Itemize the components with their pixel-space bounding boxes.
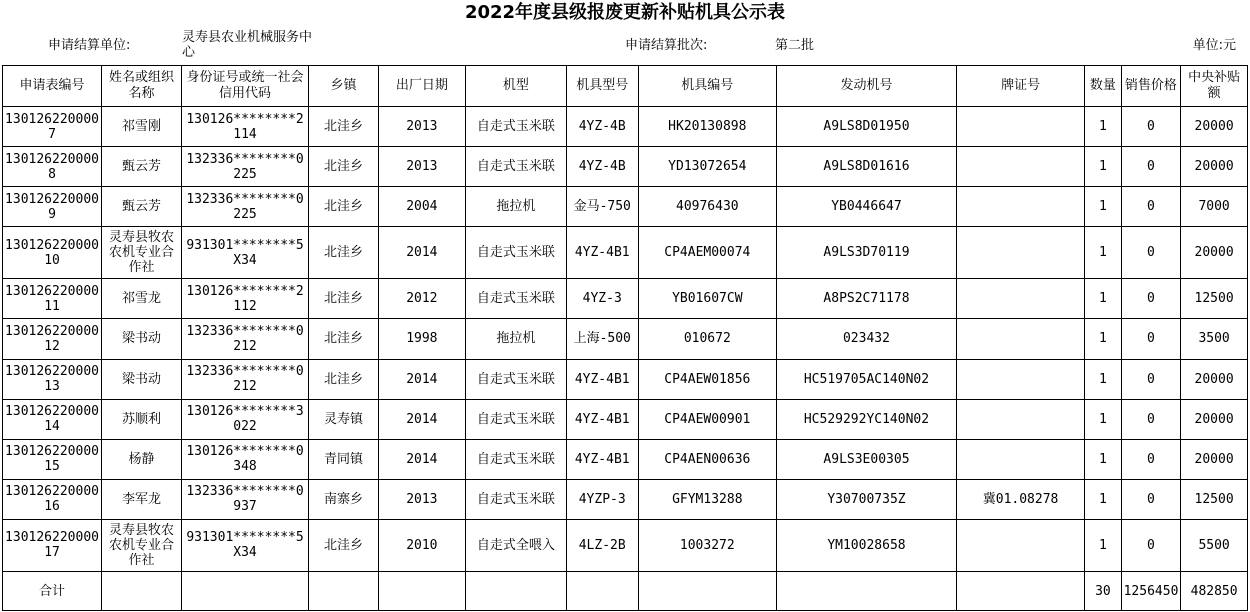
quantity: 1 (1085, 359, 1121, 399)
table-row (3, 359, 1248, 399)
table-row (3, 279, 1248, 319)
id-number: 130126********3022 (181, 399, 308, 439)
machine-model: 4YZ-4B1 (566, 439, 638, 479)
sale-price: 0 (1121, 479, 1181, 519)
plate-number (956, 359, 1084, 399)
batch-value: 第二批 (775, 38, 815, 53)
township: 北洼乡 (309, 187, 379, 227)
column-header: 申请表编号 (3, 66, 102, 107)
id-number: 130126********0348 (181, 439, 308, 479)
table-row (3, 399, 1248, 439)
engine-number: HC529292YC140N02 (777, 399, 957, 439)
machine-serial: CP4AEW01856 (638, 359, 776, 399)
manufacture-year: 2010 (378, 519, 465, 571)
subsidy-amount: 5500 (1181, 519, 1248, 571)
subsidy-amount: 20000 (1181, 399, 1248, 439)
sale-price: 0 (1121, 279, 1181, 319)
machine-serial: YD13072654 (638, 147, 776, 187)
column-header: 数量 (1085, 66, 1121, 107)
township: 北洼乡 (309, 519, 379, 571)
applicant-name: 甄云芳 (102, 187, 182, 227)
applicant-name: 灵寿县牧农农机专业合作社 (102, 227, 182, 279)
application-number: 13012622000016 (3, 479, 102, 519)
machine-model: 金马-750 (566, 187, 638, 227)
currency-unit: 单位:元 (1192, 38, 1236, 53)
column-header: 发动机号 (777, 66, 957, 107)
machine-model: 4YZ-3 (566, 279, 638, 319)
sale-price: 0 (1121, 399, 1181, 439)
quantity: 1 (1085, 519, 1121, 571)
manufacture-year: 2013 (378, 147, 465, 187)
id-number: 132336********0937 (181, 479, 308, 519)
manufacture-year: 2004 (378, 187, 465, 227)
township: 北洼乡 (309, 359, 379, 399)
manufacture-year: 2014 (378, 399, 465, 439)
subsidy-amount: 20000 (1181, 147, 1248, 187)
quantity: 1 (1085, 479, 1121, 519)
table-cell (638, 572, 776, 611)
application-number: 1301262200008 (3, 147, 102, 187)
engine-number: A9LS8D01950 (777, 107, 957, 147)
subsidy-amount: 12500 (1181, 279, 1248, 319)
machine-serial: 010672 (638, 319, 776, 359)
machine-type: 拖拉机 (465, 319, 566, 359)
page-title: 2022年度县级报废更新补贴机具公示表 (464, 2, 786, 23)
machine-serial: YB01607CW (638, 279, 776, 319)
applicant-name: 祁雪龙 (102, 279, 182, 319)
machine-model: 4YZ-4B (566, 147, 638, 187)
engine-number: A9LS3D70119 (777, 227, 957, 279)
table-cell (777, 572, 957, 611)
column-header: 机型 (465, 66, 566, 107)
plate-number: 冀01.08278 (956, 479, 1084, 519)
manufacture-year: 2013 (378, 107, 465, 147)
engine-number: HC519705AC140N02 (777, 359, 957, 399)
batch-label: 申请结算批次: (625, 38, 708, 53)
application-number: 13012622000015 (3, 439, 102, 479)
manufacture-year: 2014 (378, 439, 465, 479)
id-number: 132336********0212 (181, 319, 308, 359)
machine-type: 自走式全喂入 (465, 519, 566, 571)
table-row (3, 319, 1248, 359)
plate-number (956, 187, 1084, 227)
application-number: 13012622000014 (3, 399, 102, 439)
township: 北洼乡 (309, 147, 379, 187)
table-row (3, 147, 1248, 187)
machine-model: 4LZ-2B (566, 519, 638, 571)
plate-number (956, 439, 1084, 479)
machine-model: 4YZ-4B (566, 107, 638, 147)
table-cell (956, 572, 1084, 611)
sale-price: 0 (1121, 227, 1181, 279)
application-number: 13012622000011 (3, 279, 102, 319)
application-number: 13012622000012 (3, 319, 102, 359)
column-header: 牌证号 (956, 66, 1084, 107)
machine-model: 4YZ-4B1 (566, 399, 638, 439)
applicant-name: 灵寿县牧农农机专业合作社 (102, 519, 182, 571)
table-cell (102, 572, 182, 611)
machine-model: 4YZ-4B1 (566, 359, 638, 399)
quantity: 1 (1085, 439, 1121, 479)
applicant-unit-label: 申请结算单位: (48, 38, 131, 53)
table-row (3, 519, 1248, 571)
column-header: 出厂日期 (378, 66, 465, 107)
applicant-name: 杨静 (102, 439, 182, 479)
quantity: 1 (1085, 187, 1121, 227)
quantity: 1 (1085, 279, 1121, 319)
machine-type: 自走式玉米联 (465, 107, 566, 147)
manufacture-year: 2012 (378, 279, 465, 319)
machine-serial: HK20130898 (638, 107, 776, 147)
manufacture-year: 1998 (378, 319, 465, 359)
quantity: 1 (1085, 227, 1121, 279)
id-number: 132336********0212 (181, 359, 308, 399)
table-cell (378, 572, 465, 611)
total-row (3, 572, 1248, 611)
township: 青同镇 (309, 439, 379, 479)
sale-price: 0 (1121, 519, 1181, 571)
machine-type: 自走式玉米联 (465, 147, 566, 187)
applicant-unit-value: 灵寿县农业机械服务中心 (182, 30, 313, 60)
township: 灵寿镇 (309, 399, 379, 439)
machine-serial: 1003272 (638, 519, 776, 571)
table-row (3, 479, 1248, 519)
table-cell (465, 572, 566, 611)
header-row (3, 66, 1248, 107)
applicant-name: 梁书动 (102, 359, 182, 399)
table-cell (181, 572, 308, 611)
sale-price: 0 (1121, 359, 1181, 399)
machine-serial: CP4AEN00636 (638, 439, 776, 479)
id-number: 931301********5X34 (181, 227, 308, 279)
quantity: 1 (1085, 399, 1121, 439)
application-number: 13012622000017 (3, 519, 102, 571)
engine-number: 023432 (777, 319, 957, 359)
plate-number (956, 399, 1084, 439)
subsidy-amount: 20000 (1181, 107, 1248, 147)
application-number: 1301262200007 (3, 107, 102, 147)
quantity: 1 (1085, 107, 1121, 147)
table-row (3, 439, 1248, 479)
subsidy-amount: 3500 (1181, 319, 1248, 359)
table-row (3, 227, 1248, 279)
machine-serial: CP4AEW00901 (638, 399, 776, 439)
plate-number (956, 227, 1084, 279)
township: 南寨乡 (309, 479, 379, 519)
engine-number: A9LS3E00305 (777, 439, 957, 479)
column-header: 身份证号或统一社会信用代码 (181, 66, 308, 107)
engine-number: YB0446647 (777, 187, 957, 227)
applicant-name: 李军龙 (102, 479, 182, 519)
column-header: 机具型号 (566, 66, 638, 107)
engine-number: Y30700735Z (777, 479, 957, 519)
column-header: 乡镇 (309, 66, 379, 107)
machine-type: 自走式玉米联 (465, 227, 566, 279)
manufacture-year: 2013 (378, 479, 465, 519)
quantity: 1 (1085, 147, 1121, 187)
township: 北洼乡 (309, 227, 379, 279)
plate-number (956, 519, 1084, 571)
total-quantity: 30 (1085, 572, 1121, 611)
subsidy-amount: 12500 (1181, 479, 1248, 519)
application-number: 13012622000013 (3, 359, 102, 399)
column-header: 中央补贴额 (1181, 66, 1248, 107)
id-number: 132336********0225 (181, 147, 308, 187)
plate-number (956, 107, 1084, 147)
id-number: 132336********0225 (181, 187, 308, 227)
machine-type: 自走式玉米联 (465, 439, 566, 479)
total-label: 合计 (3, 572, 102, 611)
engine-number: A9LS8D01616 (777, 147, 957, 187)
engine-number: A8PS2C71178 (777, 279, 957, 319)
machine-type: 自走式玉米联 (465, 399, 566, 439)
application-number: 13012622000010 (3, 227, 102, 279)
machine-type: 自走式玉米联 (465, 479, 566, 519)
applicant-name: 梁书动 (102, 319, 182, 359)
township: 北洼乡 (309, 107, 379, 147)
id-number: 130126********2114 (181, 107, 308, 147)
subsidy-table (2, 65, 1248, 611)
subsidy-amount: 20000 (1181, 359, 1248, 399)
sale-price: 0 (1121, 147, 1181, 187)
township: 北洼乡 (309, 279, 379, 319)
column-header: 机具编号 (638, 66, 776, 107)
total-price: 1256450 (1121, 572, 1181, 611)
column-header: 销售价格 (1121, 66, 1181, 107)
machine-type: 自走式玉米联 (465, 279, 566, 319)
machine-serial: 40976430 (638, 187, 776, 227)
sale-price: 0 (1121, 439, 1181, 479)
table-row (3, 187, 1248, 227)
machine-type: 拖拉机 (465, 187, 566, 227)
engine-number: YM10028658 (777, 519, 957, 571)
id-number: 130126********2112 (181, 279, 308, 319)
table-row (3, 107, 1248, 147)
manufacture-year: 2014 (378, 227, 465, 279)
subsidy-amount: 7000 (1181, 187, 1248, 227)
table-cell (309, 572, 379, 611)
plate-number (956, 279, 1084, 319)
machine-model: 上海-500 (566, 319, 638, 359)
machine-serial: GFYM13288 (638, 479, 776, 519)
applicant-name: 甄云芳 (102, 147, 182, 187)
subsidy-amount: 20000 (1181, 227, 1248, 279)
column-header: 姓名或组织名称 (102, 66, 182, 107)
machine-model: 4YZ-4B1 (566, 227, 638, 279)
subsidy-amount: 20000 (1181, 439, 1248, 479)
id-number: 931301********5X34 (181, 519, 308, 571)
plate-number (956, 319, 1084, 359)
machine-serial: CP4AEM00074 (638, 227, 776, 279)
plate-number (956, 147, 1084, 187)
applicant-name: 苏顺利 (102, 399, 182, 439)
sale-price: 0 (1121, 107, 1181, 147)
township: 北洼乡 (309, 319, 379, 359)
total-subsidy: 482850 (1181, 572, 1248, 611)
sale-price: 0 (1121, 319, 1181, 359)
table-cell (566, 572, 638, 611)
sale-price: 0 (1121, 187, 1181, 227)
applicant-name: 祁雪刚 (102, 107, 182, 147)
manufacture-year: 2014 (378, 359, 465, 399)
machine-type: 自走式玉米联 (465, 359, 566, 399)
quantity: 1 (1085, 319, 1121, 359)
application-number: 1301262200009 (3, 187, 102, 227)
machine-model: 4YZP-3 (566, 479, 638, 519)
